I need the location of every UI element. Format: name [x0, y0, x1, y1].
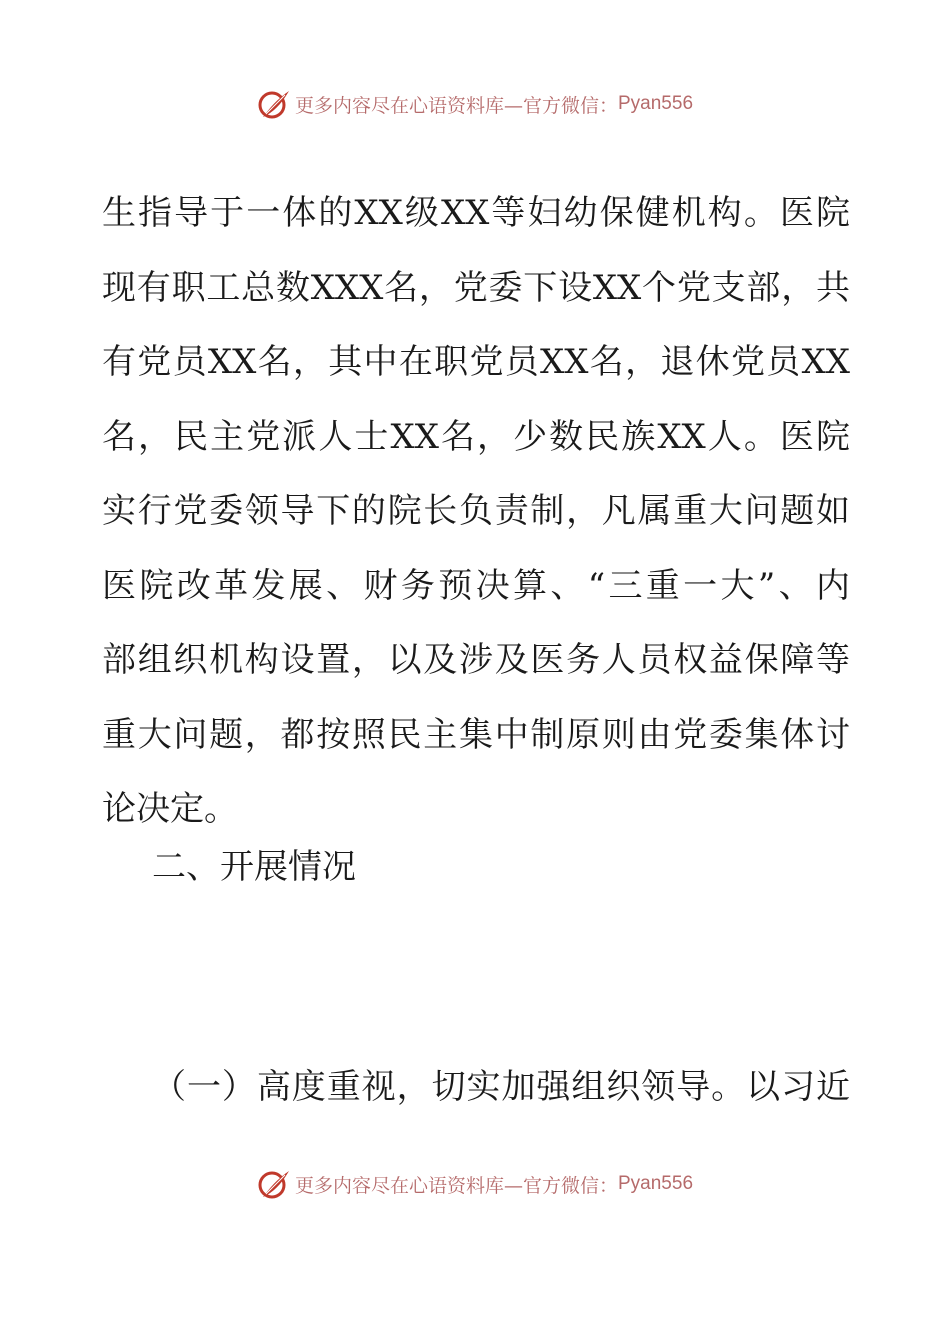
watermark-id: Pyan556 — [618, 1173, 694, 1194]
watermark-bottom — [0, 1164, 950, 1204]
section-heading: 二、开展情况 — [152, 847, 356, 887]
paragraph-line: 论决定。 — [102, 789, 238, 829]
paragraph — [102, 176, 850, 847]
paragraph-line: 现有职工总数XXX名，党委下设XX个党支部，共 — [102, 267, 850, 308]
paragraph-line: 部组织机构设置，以及涉及医务人员权益保障等 — [102, 640, 850, 680]
watermark-id: Pyan556 — [618, 93, 694, 114]
paragraph-line: 生指导于一体的XX级XX等妇幼保健机构。医院 — [102, 193, 850, 233]
paragraph-line: 名，民主党派人士XX名，少数民族XX人。医院 — [102, 416, 850, 457]
subsection-heading: （一）高度重视，切实加强组织领导。以习近 — [152, 1067, 850, 1107]
watermark-top — [0, 84, 950, 124]
watermark-text: 更多内容尽在心语资料库—官方微信： — [294, 1174, 618, 1197]
paragraph-line: 医院改革发展、财务预决算、“三重一大”、内 — [102, 565, 850, 606]
paragraph-line: 有党员XX名，其中在职党员XX名，退休党员XX — [102, 342, 850, 382]
paragraph-line: 实行党委领导下的院长负责制，凡属重大问题如 — [102, 491, 850, 531]
quill-logo-icon — [257, 1167, 291, 1201]
paragraph-line: 重大问题，都按照民主集中制原则由党委集体讨 — [102, 714, 850, 755]
quill-logo-icon — [257, 87, 291, 121]
watermark-text: 更多内容尽在心语资料库—官方微信： — [294, 94, 618, 117]
